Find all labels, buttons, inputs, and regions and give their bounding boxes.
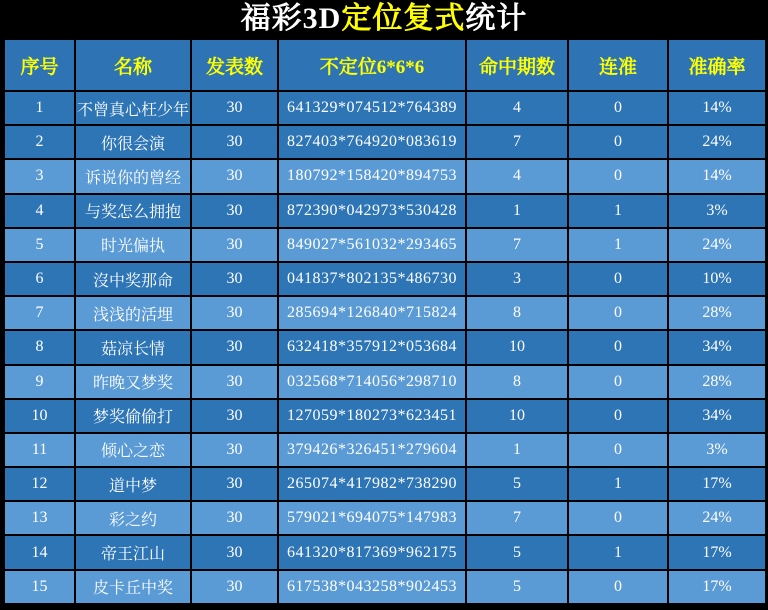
combo-cell: 180792*158420*894753	[278, 159, 466, 193]
name-cell: 沒中奖那命	[75, 262, 191, 296]
published-count-cell: 30	[191, 570, 278, 604]
published-count-cell: 30	[191, 262, 278, 296]
table-row	[4, 467, 766, 501]
accuracy-cell: 3%	[668, 433, 766, 467]
column-header-3: 不定位6*6*6	[278, 39, 466, 91]
column-header-1: 名称	[75, 39, 191, 91]
combo-cell: 379426*326451*279604	[278, 433, 466, 467]
column-header-2: 发表数	[191, 39, 278, 91]
combo-cell: 872390*042973*530428	[278, 194, 466, 228]
table-row	[4, 228, 766, 262]
streak-cell: 0	[568, 570, 668, 604]
row-index-cell: 1	[4, 91, 75, 125]
hit-periods-cell: 8	[466, 365, 568, 399]
accuracy-cell: 28%	[668, 296, 766, 330]
name-cell: 彩之约	[75, 501, 191, 535]
combo-cell: 579021*694075*147983	[278, 501, 466, 535]
combo-cell: 265074*417982*738290	[278, 467, 466, 501]
streak-cell: 0	[568, 501, 668, 535]
table-row	[4, 296, 766, 330]
accuracy-cell: 17%	[668, 570, 766, 604]
streak-cell: 0	[568, 262, 668, 296]
table-row	[4, 501, 766, 535]
streak-cell: 0	[568, 365, 668, 399]
streak-cell: 0	[568, 91, 668, 125]
published-count-cell: 30	[191, 159, 278, 193]
combo-cell: 617538*043258*902453	[278, 570, 466, 604]
table-row	[4, 399, 766, 433]
table-row	[4, 125, 766, 159]
combo-cell: 827403*764920*083619	[278, 125, 466, 159]
streak-cell: 1	[568, 535, 668, 569]
published-count-cell: 30	[191, 194, 278, 228]
table-row	[4, 570, 766, 604]
row-index-cell: 5	[4, 228, 75, 262]
combo-cell: 849027*561032*293465	[278, 228, 466, 262]
published-count-cell: 30	[191, 433, 278, 467]
hit-periods-cell: 7	[466, 228, 568, 262]
column-header-4: 命中期数	[466, 39, 568, 91]
name-cell: 倾心之恋	[75, 433, 191, 467]
published-count-cell: 30	[191, 125, 278, 159]
published-count-cell: 30	[191, 296, 278, 330]
table-row	[4, 365, 766, 399]
combo-cell: 641320*817369*962175	[278, 535, 466, 569]
accuracy-cell: 24%	[668, 501, 766, 535]
hit-periods-cell: 3	[466, 262, 568, 296]
row-index-cell: 8	[4, 330, 75, 364]
hit-periods-cell: 5	[466, 467, 568, 501]
hit-periods-cell: 1	[466, 433, 568, 467]
name-cell: 时光偏执	[75, 228, 191, 262]
streak-cell: 0	[568, 125, 668, 159]
name-cell: 与奖怎么拥抱	[75, 194, 191, 228]
combo-cell: 632418*357912*053684	[278, 330, 466, 364]
column-header-6: 准确率	[668, 39, 766, 91]
hit-periods-cell: 7	[466, 501, 568, 535]
name-cell: 菇凉长情	[75, 330, 191, 364]
combo-cell: 127059*180273*623451	[278, 399, 466, 433]
accuracy-cell: 10%	[668, 262, 766, 296]
accuracy-cell: 14%	[668, 91, 766, 125]
combo-cell: 041837*802135*486730	[278, 262, 466, 296]
column-header-0: 序号	[4, 39, 75, 91]
table-body	[4, 91, 766, 604]
name-cell: 昨晚又梦奖	[75, 365, 191, 399]
row-index-cell: 13	[4, 501, 75, 535]
published-count-cell: 30	[191, 365, 278, 399]
name-cell: 梦奖偷偷打	[75, 399, 191, 433]
row-index-cell: 2	[4, 125, 75, 159]
table-row	[4, 159, 766, 193]
row-index-cell: 14	[4, 535, 75, 569]
streak-cell: 1	[568, 194, 668, 228]
streak-cell: 0	[568, 330, 668, 364]
name-cell: 不曾真心枉少年	[75, 91, 191, 125]
streak-cell: 0	[568, 433, 668, 467]
accuracy-cell: 3%	[668, 194, 766, 228]
published-count-cell: 30	[191, 330, 278, 364]
accuracy-cell: 28%	[668, 365, 766, 399]
streak-cell: 0	[568, 399, 668, 433]
streak-cell: 1	[568, 467, 668, 501]
row-index-cell: 11	[4, 433, 75, 467]
hit-periods-cell: 4	[466, 159, 568, 193]
name-cell: 道中梦	[75, 467, 191, 501]
name-cell: 皮卡丘中奖	[75, 570, 191, 604]
streak-cell: 0	[568, 159, 668, 193]
row-index-cell: 4	[4, 194, 75, 228]
table-row	[4, 262, 766, 296]
row-index-cell: 10	[4, 399, 75, 433]
page-title	[0, 0, 768, 38]
hit-periods-cell: 10	[466, 330, 568, 364]
accuracy-cell: 24%	[668, 125, 766, 159]
table-row	[4, 194, 766, 228]
row-index-cell: 12	[4, 467, 75, 501]
hit-periods-cell: 1	[466, 194, 568, 228]
row-index-cell: 15	[4, 570, 75, 604]
name-cell: 诉说你的曾经	[75, 159, 191, 193]
table-row	[4, 535, 766, 569]
row-index-cell: 9	[4, 365, 75, 399]
combo-cell: 032568*714056*298710	[278, 365, 466, 399]
table-row	[4, 91, 766, 125]
streak-cell: 1	[568, 228, 668, 262]
name-cell: 帝王江山	[75, 535, 191, 569]
combo-cell: 641329*074512*764389	[278, 91, 466, 125]
column-header-5: 连准	[568, 39, 668, 91]
row-index-cell: 7	[4, 296, 75, 330]
name-cell: 浅浅的活埋	[75, 296, 191, 330]
accuracy-cell: 14%	[668, 159, 766, 193]
combo-cell: 285694*126840*715824	[278, 296, 466, 330]
hit-periods-cell: 8	[466, 296, 568, 330]
title-suffix: 统计	[465, 2, 528, 35]
hit-periods-cell: 5	[466, 535, 568, 569]
table-row	[4, 433, 766, 467]
published-count-cell: 30	[191, 399, 278, 433]
streak-cell: 0	[568, 296, 668, 330]
accuracy-cell: 17%	[668, 467, 766, 501]
hit-periods-cell: 4	[466, 91, 568, 125]
hit-periods-cell: 5	[466, 570, 568, 604]
row-index-cell: 6	[4, 262, 75, 296]
published-count-cell: 30	[191, 467, 278, 501]
accuracy-cell: 34%	[668, 399, 766, 433]
name-cell: 你很会演	[75, 125, 191, 159]
published-count-cell: 30	[191, 501, 278, 535]
header-row	[4, 39, 766, 91]
stats-table	[3, 38, 767, 605]
title-highlight: 定位复式	[341, 2, 466, 35]
accuracy-cell: 34%	[668, 330, 766, 364]
accuracy-cell: 17%	[668, 535, 766, 569]
row-index-cell: 3	[4, 159, 75, 193]
published-count-cell: 30	[191, 228, 278, 262]
title-prefix: 福彩3D	[240, 2, 342, 35]
hit-periods-cell: 10	[466, 399, 568, 433]
published-count-cell: 30	[191, 91, 278, 125]
published-count-cell: 30	[191, 535, 278, 569]
accuracy-cell: 24%	[668, 228, 766, 262]
table-row	[4, 330, 766, 364]
hit-periods-cell: 7	[466, 125, 568, 159]
